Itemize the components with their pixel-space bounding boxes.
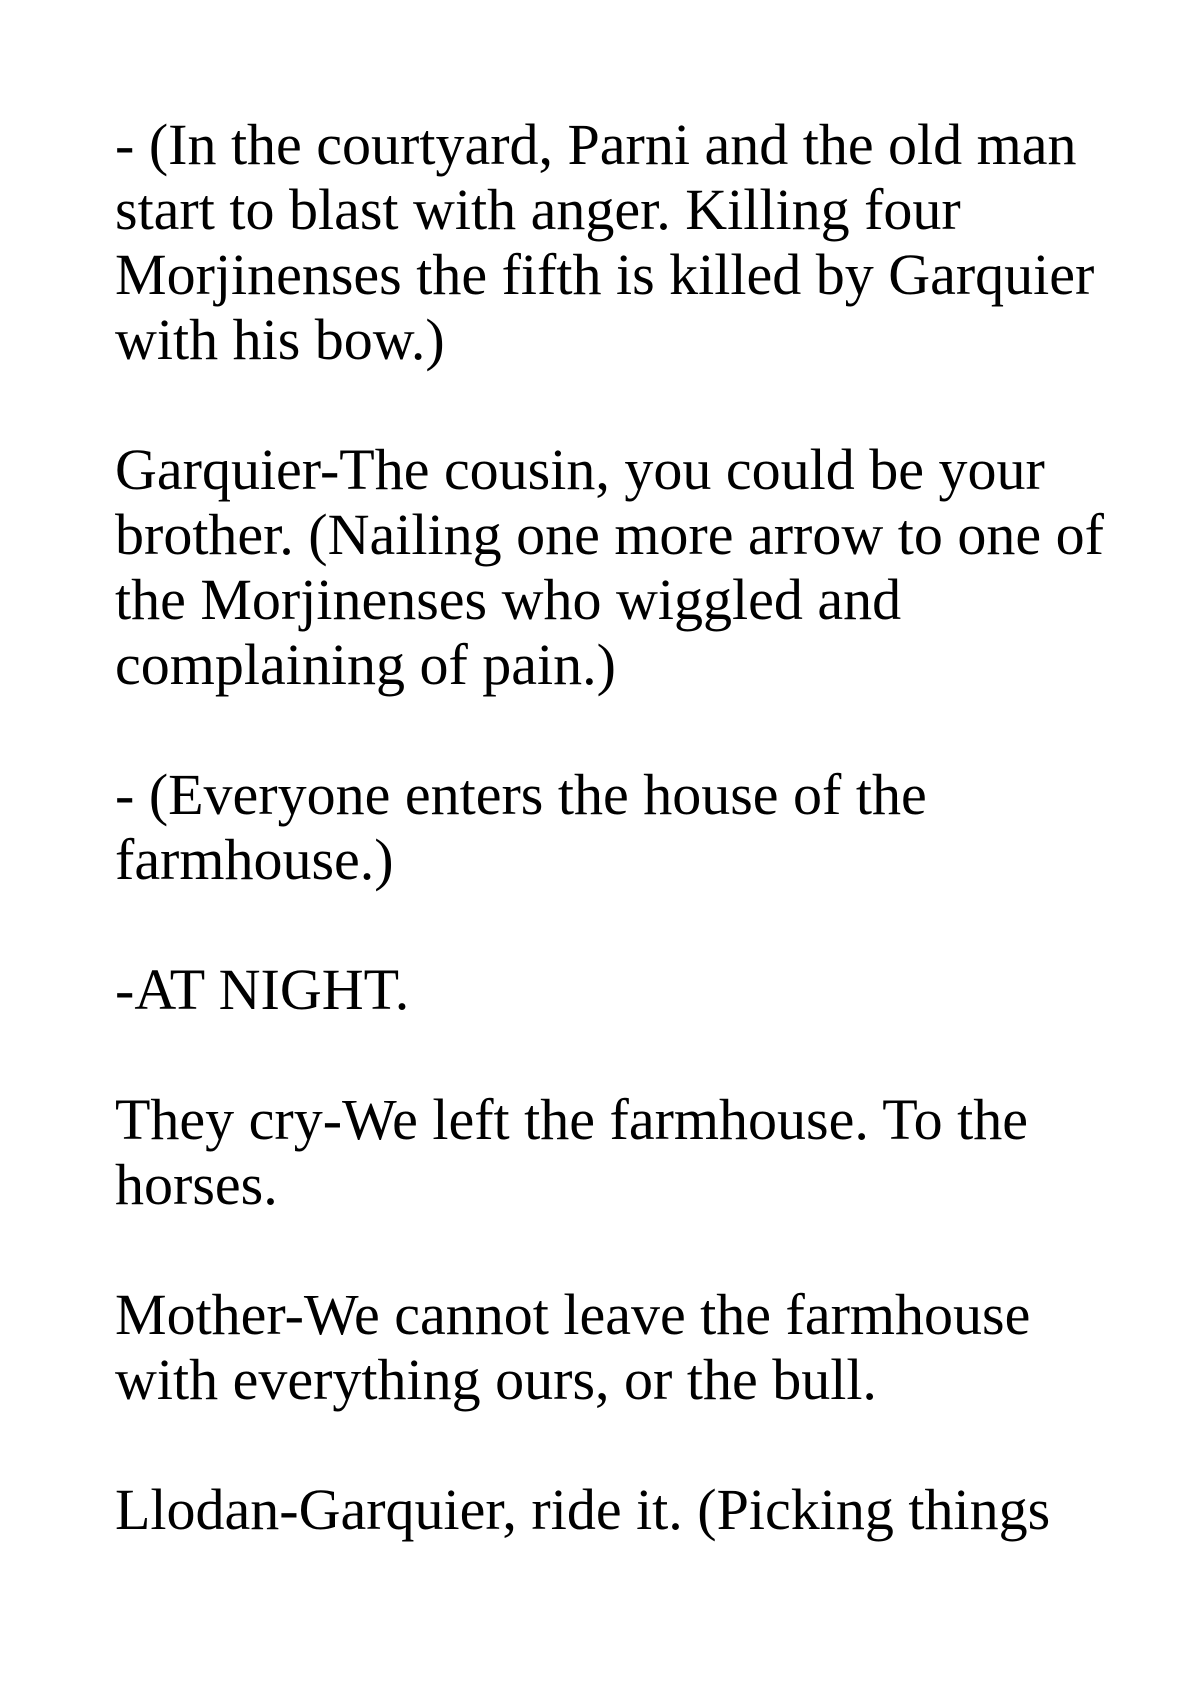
stage-direction-courtyard: - (In the courtyard, Parni and the old man start to blast with anger. Killing four Morjinenses the fifth is killed by Garquier with his bow.) (115, 112, 1095, 372)
scene-heading-night: -AT NIGHT. (115, 957, 410, 1022)
dialogue-they-cry: They cry-We left the farmhouse. To the horses. (115, 1087, 1029, 1217)
script-text (115, 112, 1125, 1542)
stage-direction-enter-house: - (Everyone enters the house of the farmhouse.) (115, 762, 927, 892)
dialogue-mother: Mother-We cannot leave the farmhouse with everything ours, or the bull. (115, 1282, 1031, 1412)
dialogue-llodan: Llodan-Garquier, ride it. (Picking things (115, 1477, 1051, 1542)
dialogue-garquier: Garquier-The cousin, you could be your brother. (Nailing one more arrow to one of the Morjinenses who wiggled and complaining of pain.) (115, 437, 1104, 697)
